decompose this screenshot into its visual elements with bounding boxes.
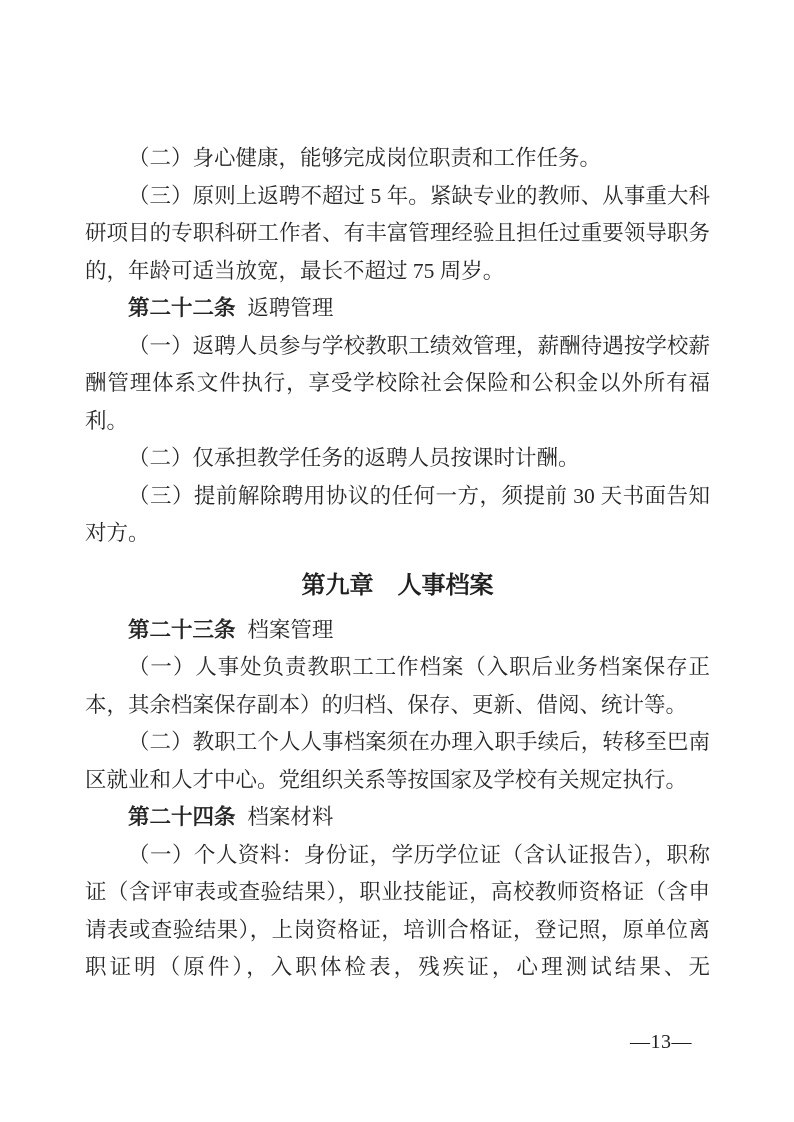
chapter-number: 第九章	[301, 571, 374, 599]
clause-termination-notice: （三）提前解除聘用协议的任何一方，须提前 30 天书面告知对方。	[85, 483, 710, 545]
page-number: —13—	[630, 1031, 692, 1053]
article-title: 档案管理	[247, 617, 334, 642]
article-heading-24	[85, 799, 710, 837]
document-body	[85, 140, 710, 987]
article-number: 第二十四条	[128, 805, 236, 829]
clause-body-health: （二）身心健康，能够完成岗位职责和工作任务。	[128, 146, 602, 170]
chapter-title: 人事档案	[397, 571, 494, 599]
article-heading-23	[85, 612, 710, 650]
clause-archive-transfer: （二）教职工个人人事档案须在办理入职手续后，转移至巴南区就业和人才中心。党组织关系等按国家及学校有关规定执行。	[85, 730, 710, 792]
clause-personal-documents: （一）个人资料：身份证，学历学位证（含认证报告），职称证（含评审表或查验结果），职业技能证，高校教师资格证（含申请表或查验结果），上岗资格证，培训合格证，登记照，原单位离职证明（原件），入职体检表，残疾证，心理测试结果、无	[85, 842, 710, 979]
article-number: 第二十二条	[128, 296, 236, 320]
clause-archive-management: （一）人事处负责教职工工作档案（入职后业务档案保存正本，其余档案保存副本）的归档、保存、更新、借阅、统计等。	[85, 655, 710, 717]
chapter-heading	[85, 570, 710, 602]
article-title: 档案材料	[247, 805, 334, 829]
clause-teaching-pay: （二）仅承担教学任务的返聘人员按课时计酬。	[128, 446, 580, 470]
clause-rehire-age-limit: （三）原则上返聘不超过 5 年。紧缺专业的教师、从事重大科研项目的专职科研工作者、有丰富管理经验且担任过重要领导职务的，年龄可适当放宽，最长不超过 75 周岁。	[85, 183, 710, 283]
article-title: 返聘管理	[247, 296, 334, 320]
clause-rehire-pay: （一）返聘人员参与学校教职工绩效管理，薪酬待遇按学校薪酬管理体系文件执行，享受学校除社会保险和公积金以外所有福利。	[85, 333, 710, 433]
article-number: 第二十三条	[128, 617, 236, 642]
article-heading-22	[85, 290, 710, 328]
